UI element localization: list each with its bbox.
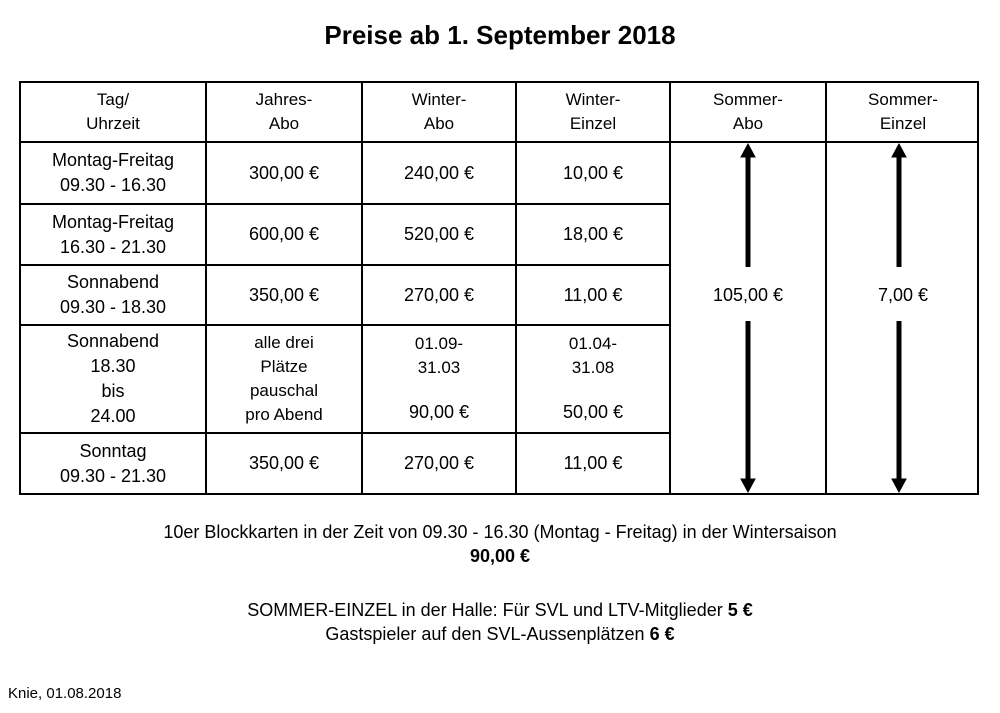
row4-day: Sonnabend 18.30 bis 24.00 <box>66 331 160 426</box>
row2-day: Montag-Freitag 16.30 - 21.30 <box>51 211 175 257</box>
row5-day: Sonntag 09.30 - 21.30 <box>59 440 167 486</box>
row1-winter-einzel: 10,00 € <box>562 162 624 183</box>
notes-section <box>0 520 1000 646</box>
footer-author-date: Knie, 01.08.2018 <box>8 685 122 702</box>
row1-jahres-abo: 300,00 € <box>248 162 320 183</box>
winter-abo-price: 90,00 € <box>408 402 470 422</box>
header-jahres-abo: Jahres- Abo <box>255 90 313 133</box>
row2-winter-einzel: 18,00 € <box>562 224 624 244</box>
arrow-shaft-lower <box>746 321 751 483</box>
arrow-down-icon <box>892 479 906 492</box>
gast-note: Gastspieler auf den SVL-Aussenplätzen 6 € <box>325 624 675 644</box>
sommer-einzel-price: 7,00 € <box>877 284 929 305</box>
arrow-shaft-upper <box>897 155 902 267</box>
row5-jahres-abo: 350,00 € <box>248 453 320 473</box>
winter-einzel-period: 01.04- 31.08 <box>568 334 618 377</box>
row3-winter-abo: 270,00 € <box>403 284 475 305</box>
block-card-price: 90,00 € <box>469 546 531 566</box>
page-title: Preise ab 1. September 2018 <box>324 20 676 50</box>
winter-einzel-price: 50,00 € <box>562 402 624 422</box>
winter-abo-period: 01.09- 31.03 <box>414 334 464 377</box>
header-sommer-einzel: Sommer- Einzel <box>868 90 938 133</box>
header-winter-einzel: Winter- Einzel <box>565 90 621 133</box>
arrow-down-icon <box>741 479 755 492</box>
row1-day: Montag-Freitag 09.30 - 16.30 <box>51 150 175 195</box>
row4-jahres-abo: alle drei Plätze pauschal pro Abend <box>245 333 323 424</box>
row2-jahres-abo: 600,00 € <box>248 224 320 244</box>
spacer <box>0 568 1000 598</box>
row5-winter-einzel: 11,00 € <box>563 453 623 473</box>
row3-day: Sonnabend 09.30 - 18.30 <box>59 272 167 317</box>
sommer-einzel-note: SOMMER-EINZEL in der Halle: Für SVL und LTV-Mitglieder 5 € <box>247 600 753 620</box>
row3-winter-einzel: 11,00 € <box>563 284 623 305</box>
sommer-abo-price: 105,00 € <box>712 284 784 305</box>
header-winter-abo: Winter- Abo <box>411 90 467 133</box>
header-tag-uhrzeit: Tag/ Uhrzeit <box>86 90 140 133</box>
arrow-shaft-lower <box>897 321 902 483</box>
row2-winter-abo: 520,00 € <box>403 224 475 244</box>
row1-winter-abo: 240,00 € <box>403 162 475 183</box>
arrow-shaft-upper <box>746 155 751 267</box>
header-sommer-abo: Sommer- Abo <box>713 90 783 133</box>
price-table <box>19 81 979 495</box>
block-card-text: 10er Blockkarten in der Zeit von 09.30 - 16.30 (Montag - Freitag) in der Wintersaison <box>163 522 837 542</box>
row5-winter-abo: 270,00 € <box>403 453 475 473</box>
row3-jahres-abo: 350,00 € <box>248 284 320 305</box>
